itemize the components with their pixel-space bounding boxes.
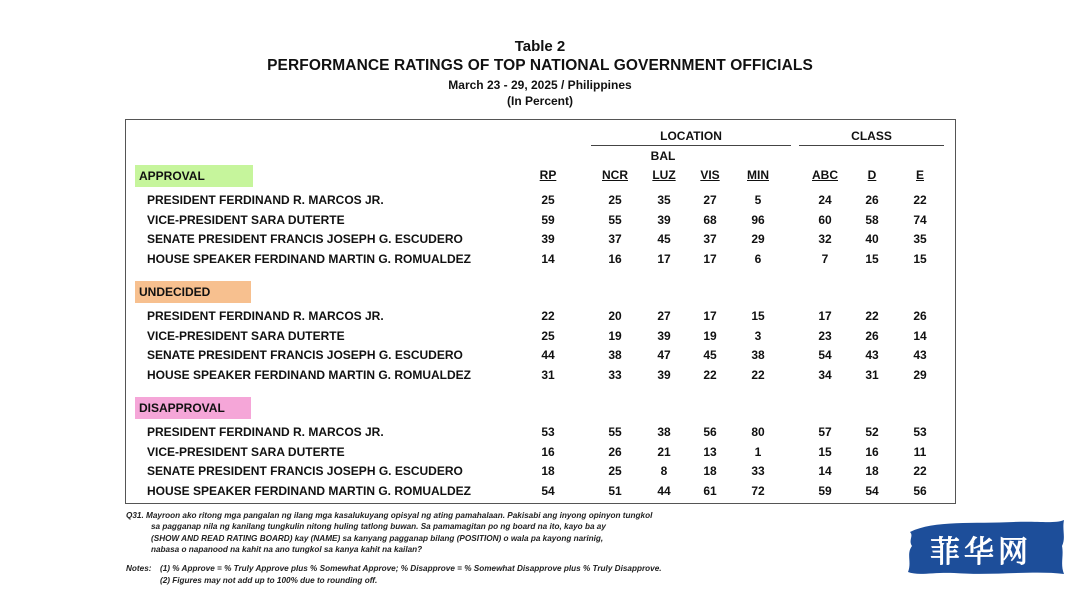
table-row <box>126 484 955 502</box>
value-abc: 32 <box>818 232 832 246</box>
value-d: 52 <box>865 425 879 439</box>
value-ncr: 20 <box>608 309 622 323</box>
value-abc: 15 <box>818 444 832 459</box>
column-header-min: MIN <box>747 168 769 182</box>
table-row <box>126 368 955 386</box>
official-name: HOUSE SPEAKER FERDINAND MARTIN G. ROMUALDEZ <box>147 251 472 266</box>
value-e: 22 <box>913 193 927 207</box>
value-d: 18 <box>865 464 879 478</box>
value-e: 11 <box>913 444 927 459</box>
official-name: PRESIDENT FERDINAND R. MARCOS JR. <box>147 309 384 323</box>
value-abc: 54 <box>818 348 832 362</box>
column-header-abc: ABC <box>812 168 838 182</box>
official-name: HOUSE SPEAKER FERDINAND MARTIN G. ROMUALDEZ <box>147 367 472 382</box>
table-row <box>126 329 955 347</box>
value-abc: 57 <box>818 425 832 439</box>
table-number: Table 2 <box>514 38 566 55</box>
value-min: 5 <box>754 193 762 207</box>
value-abc: 59 <box>818 483 832 498</box>
value-e: 22 <box>913 464 927 478</box>
note-1: (1) % Approve = % Truly Approve plus % Somewhat Approve; % Disapprove = % Somewhat Disapprove plus % Truly Disapprove. <box>160 564 662 573</box>
value-min: 3 <box>754 328 762 343</box>
column-header-e: E <box>915 168 924 182</box>
value-rp: 39 <box>541 232 555 246</box>
value-luz: 8 <box>660 464 668 478</box>
value-rp: 44 <box>541 348 555 362</box>
value-ncr: 55 <box>608 212 622 227</box>
value-ncr: 37 <box>608 232 622 246</box>
table-title: PERFORMANCE RATINGS OF TOP NATIONAL GOVERNMENT OFFICIALS <box>267 57 813 74</box>
value-rp: 59 <box>541 212 555 227</box>
value-e: 53 <box>913 425 927 439</box>
class-group-header: CLASS <box>851 129 892 143</box>
table-row <box>126 232 955 250</box>
value-d: 22 <box>865 309 879 323</box>
survey-date: March 23 - 29, 2025 / Philippines <box>448 78 632 92</box>
value-min: 1 <box>754 444 762 459</box>
value-vis: 17 <box>703 309 717 323</box>
value-min: 15 <box>751 309 765 323</box>
logo-text: 菲华网 <box>930 535 1032 570</box>
question-line-1: Q31. Mayroon ako ritong mga pangalan ng ilang mga kasalukuyang opisyal ng ating pamahalaan. Pakisabi ang inyong opinyon tungkol <box>126 511 653 520</box>
value-d: 15 <box>865 251 879 266</box>
value-min: 33 <box>751 464 765 478</box>
value-ncr: 38 <box>608 348 622 362</box>
value-luz: 39 <box>657 212 671 227</box>
value-ncr: 25 <box>608 193 622 207</box>
value-ncr: 51 <box>608 483 622 498</box>
value-rp: 18 <box>541 464 555 478</box>
value-e: 43 <box>913 348 927 362</box>
value-rp: 25 <box>541 193 555 207</box>
value-abc: 23 <box>818 328 832 343</box>
value-vis: 18 <box>703 464 717 478</box>
value-d: 26 <box>865 193 879 207</box>
value-min: 96 <box>751 212 765 227</box>
value-ncr: 19 <box>608 328 622 343</box>
value-rp: 53 <box>541 425 555 439</box>
value-min: 22 <box>751 367 765 382</box>
section-label-undecided: UNDECIDED <box>135 281 251 303</box>
value-e: 35 <box>913 232 927 246</box>
class-underline <box>799 145 944 146</box>
value-luz: 27 <box>657 309 671 323</box>
column-header-ncr: NCR <box>602 168 628 182</box>
value-vis: 37 <box>703 232 717 246</box>
value-rp: 14 <box>541 251 555 266</box>
value-ncr: 55 <box>608 425 622 439</box>
value-rp: 31 <box>541 367 555 382</box>
value-abc: 24 <box>818 193 832 207</box>
value-ncr: 26 <box>608 444 622 459</box>
value-vis: 17 <box>703 251 717 266</box>
value-abc: 34 <box>818 367 832 382</box>
question-line-3: (SHOW AND READ RATING BOARD) kay (NAME) sa kanyang pagganap bilang (POSITION) o wala pa kayong narinig, <box>151 534 604 543</box>
location-underline <box>591 145 791 146</box>
section-label-disapproval: DISAPPROVAL <box>135 397 251 419</box>
ratings-table <box>125 119 956 504</box>
value-ncr: 16 <box>608 251 622 266</box>
value-vis: 19 <box>703 328 717 343</box>
value-rp: 22 <box>541 309 555 323</box>
value-e: 15 <box>913 251 927 266</box>
column-header-d: D <box>867 168 877 182</box>
value-vis: 13 <box>703 444 717 459</box>
official-name: VICE-PRESIDENT SARA DUTERTE <box>147 328 345 343</box>
value-luz: 39 <box>657 328 671 343</box>
value-luz: 44 <box>657 483 671 498</box>
value-luz: 21 <box>657 444 671 459</box>
value-d: 26 <box>865 328 879 343</box>
official-name: HOUSE SPEAKER FERDINAND MARTIN G. ROMUALDEZ <box>147 483 472 498</box>
value-d: 40 <box>865 232 879 246</box>
table-row <box>126 252 955 270</box>
official-name: VICE-PRESIDENT SARA DUTERTE <box>147 444 345 459</box>
value-vis: 27 <box>703 193 717 207</box>
note-2: (2) Figures may not add up to 100% due to rounding off. <box>160 576 378 585</box>
column-header-vis: VIS <box>700 168 720 182</box>
value-min: 6 <box>754 251 762 266</box>
value-luz: 39 <box>657 367 671 382</box>
value-e: 29 <box>913 367 927 382</box>
value-abc: 17 <box>818 309 832 323</box>
value-d: 43 <box>865 348 879 362</box>
official-name: SENATE PRESIDENT FRANCIS JOSEPH G. ESCUDERO <box>147 348 463 362</box>
column-header-rp: RP <box>539 168 557 182</box>
location-group-header: LOCATION <box>660 129 722 143</box>
value-rp: 16 <box>541 444 555 459</box>
value-d: 58 <box>865 212 879 227</box>
question-line-4: nabasa o napanood na kahit na ano tungkol sa kanya kahit na kailan? <box>151 545 423 554</box>
official-name: SENATE PRESIDENT FRANCIS JOSEPH G. ESCUDERO <box>147 464 463 478</box>
value-abc: 14 <box>818 464 832 478</box>
value-vis: 22 <box>703 367 717 382</box>
notes-label: Notes: <box>126 564 152 573</box>
value-abc: 60 <box>818 212 832 227</box>
value-e: 56 <box>913 483 927 498</box>
value-vis: 61 <box>703 483 717 498</box>
value-luz: 47 <box>657 348 671 362</box>
bal-header: BAL <box>650 149 676 163</box>
value-luz: 45 <box>657 232 671 246</box>
value-luz: 17 <box>657 251 671 266</box>
value-e: 26 <box>913 309 927 323</box>
official-name: SENATE PRESIDENT FRANCIS JOSEPH G. ESCUDERO <box>147 232 463 246</box>
table-row <box>126 348 955 366</box>
table-row <box>126 445 955 463</box>
table-row <box>126 425 955 443</box>
column-header-luz: LUZ <box>652 168 676 182</box>
value-e: 74 <box>913 212 927 227</box>
value-e: 14 <box>913 328 927 343</box>
table-row <box>126 309 955 327</box>
unit-label: (In Percent) <box>506 94 573 108</box>
value-min: 80 <box>751 425 765 439</box>
official-name: VICE-PRESIDENT SARA DUTERTE <box>147 212 345 227</box>
table-row <box>126 213 955 231</box>
value-luz: 38 <box>657 425 671 439</box>
value-d: 54 <box>865 483 879 498</box>
value-min: 72 <box>751 483 765 498</box>
value-abc: 7 <box>821 251 829 266</box>
value-vis: 56 <box>703 425 717 439</box>
value-d: 16 <box>865 444 879 459</box>
value-min: 29 <box>751 232 765 246</box>
section-label-approval: APPROVAL <box>135 165 253 187</box>
value-ncr: 25 <box>608 464 622 478</box>
official-name: PRESIDENT FERDINAND R. MARCOS JR. <box>147 193 384 207</box>
value-rp: 25 <box>541 328 555 343</box>
table-row <box>126 193 955 211</box>
value-min: 38 <box>751 348 765 362</box>
value-vis: 68 <box>703 212 717 227</box>
value-ncr: 33 <box>608 367 622 382</box>
value-vis: 45 <box>703 348 717 362</box>
table-row <box>126 464 955 482</box>
value-rp: 54 <box>541 483 555 498</box>
question-line-2: sa pagganap nila ng kanilang tungkulin nitong huling tatlong buwan. Sa pamamagitan po ng board na ito, kayo ba ay <box>151 522 606 531</box>
value-d: 31 <box>865 367 879 382</box>
official-name: PRESIDENT FERDINAND R. MARCOS JR. <box>147 425 384 439</box>
value-luz: 35 <box>657 193 671 207</box>
